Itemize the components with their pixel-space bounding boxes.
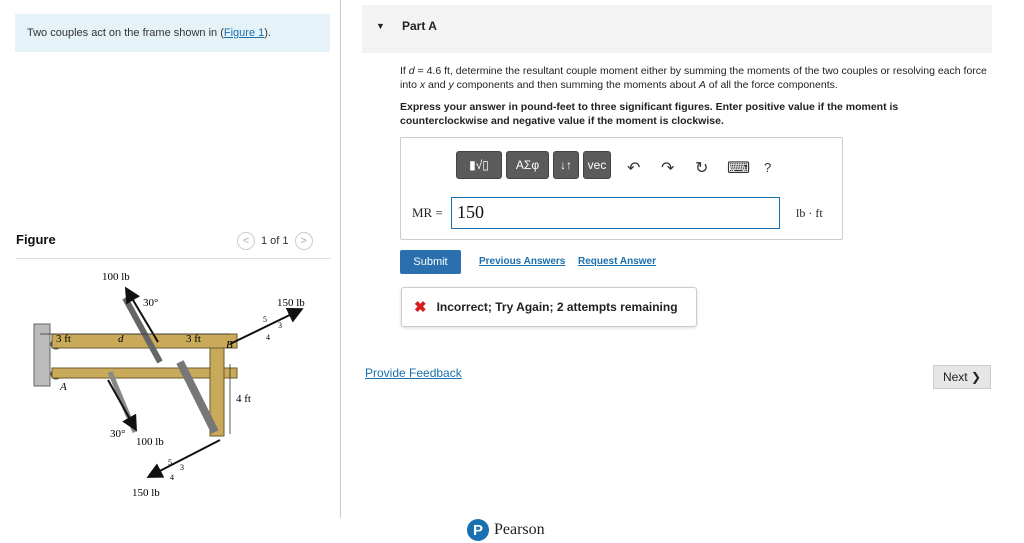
help-icon[interactable]: ? bbox=[764, 160, 772, 175]
subscript-arrows-button[interactable]: ↓↑ bbox=[553, 151, 579, 179]
collapse-triangle-icon[interactable]: ▼ bbox=[376, 21, 385, 31]
vec-button[interactable]: vec bbox=[583, 151, 611, 179]
reset-icon[interactable]: ↻ bbox=[695, 160, 709, 177]
ratio-bot-3: 3 bbox=[180, 463, 184, 472]
label-a: A bbox=[60, 381, 67, 393]
incorrect-x-icon: ✖ bbox=[414, 299, 427, 316]
figure-heading: Figure bbox=[16, 232, 56, 247]
prev-figure-button[interactable]: < bbox=[237, 232, 255, 250]
ratio-bot-4: 4 bbox=[170, 473, 174, 482]
figure-counter: 1 of 1 bbox=[261, 235, 289, 247]
keyboard-icon[interactable]: ⌨ bbox=[727, 160, 751, 177]
figure-separator bbox=[16, 258, 331, 259]
next-button[interactable]: Next ❯ bbox=[933, 365, 991, 389]
label-100lb-bottom: 100 lb bbox=[136, 436, 164, 448]
frame-lower-member bbox=[52, 368, 237, 378]
figure-link[interactable]: Figure 1 bbox=[223, 27, 265, 39]
request-answer-link[interactable]: Request Answer bbox=[578, 256, 656, 267]
submit-button[interactable]: Submit bbox=[400, 250, 461, 274]
frame-diagram bbox=[30, 262, 330, 507]
answer-units: lb · ft bbox=[796, 206, 823, 220]
symbols-button[interactable]: ΑΣφ bbox=[506, 151, 549, 179]
label-b: B bbox=[226, 339, 233, 351]
answer-input[interactable]: 150 bbox=[451, 197, 780, 229]
intro-text: Two couples act on the frame shown in ( bbox=[27, 27, 224, 39]
label-100lb-top: 100 lb bbox=[102, 271, 130, 283]
templates-button[interactable]: ▮√▯ bbox=[456, 151, 502, 179]
ratio-top-3: 3 bbox=[278, 321, 282, 330]
label-angle-bottom: 30° bbox=[110, 428, 126, 440]
intro-text-end: ). bbox=[264, 27, 271, 39]
label-150lb-top: 150 lb bbox=[277, 297, 305, 309]
previous-answers-link[interactable]: Previous Answers bbox=[479, 256, 566, 267]
pearson-logo-icon: P bbox=[467, 519, 489, 541]
label-4ft: 4 ft bbox=[236, 393, 251, 405]
part-a-header[interactable] bbox=[362, 5, 992, 53]
panel-divider bbox=[340, 0, 341, 518]
label-3ft-left: 3 ft bbox=[56, 333, 71, 345]
provide-feedback-link[interactable]: Provide Feedback bbox=[365, 366, 462, 380]
feedback-message bbox=[401, 287, 697, 327]
label-d: d bbox=[118, 333, 124, 345]
label-3ft-right: 3 ft bbox=[186, 333, 201, 345]
math-toolbar bbox=[456, 151, 611, 179]
part-title: Part A bbox=[402, 19, 437, 33]
instruction-text: Express your answer in pound-feet to three significant figures. Enter positive value if the moment is counterclockwise and negative value if the moment is clockwise. bbox=[400, 101, 899, 127]
redo-icon[interactable]: ↷ bbox=[661, 160, 675, 177]
pearson-brand bbox=[467, 519, 545, 541]
answer-label: MR = bbox=[412, 205, 443, 220]
ratio-top-5: 5 bbox=[263, 315, 267, 324]
pearson-name: Pearson bbox=[494, 521, 545, 538]
feedback-text: Incorrect; Try Again; 2 attempts remaining bbox=[436, 300, 678, 314]
intro-banner bbox=[15, 14, 330, 52]
figure-pager bbox=[237, 232, 313, 250]
question-text: If d = 4.6 ft, determine the resultant couple moment either by summing the moments of the two couples or resolving each force into x and y components and then summing the moments about A of all the force components. bbox=[400, 65, 987, 91]
wall-support bbox=[34, 324, 50, 386]
label-angle-top: 30° bbox=[143, 297, 159, 309]
undo-icon[interactable]: ↶ bbox=[627, 160, 641, 177]
ratio-bot-5: 5 bbox=[168, 458, 172, 467]
ratio-top-4: 4 bbox=[266, 333, 270, 342]
label-150lb-bottom: 150 lb bbox=[132, 487, 160, 499]
force-arrow-100lb-bottom bbox=[108, 380, 135, 428]
next-figure-button[interactable]: > bbox=[295, 232, 313, 250]
